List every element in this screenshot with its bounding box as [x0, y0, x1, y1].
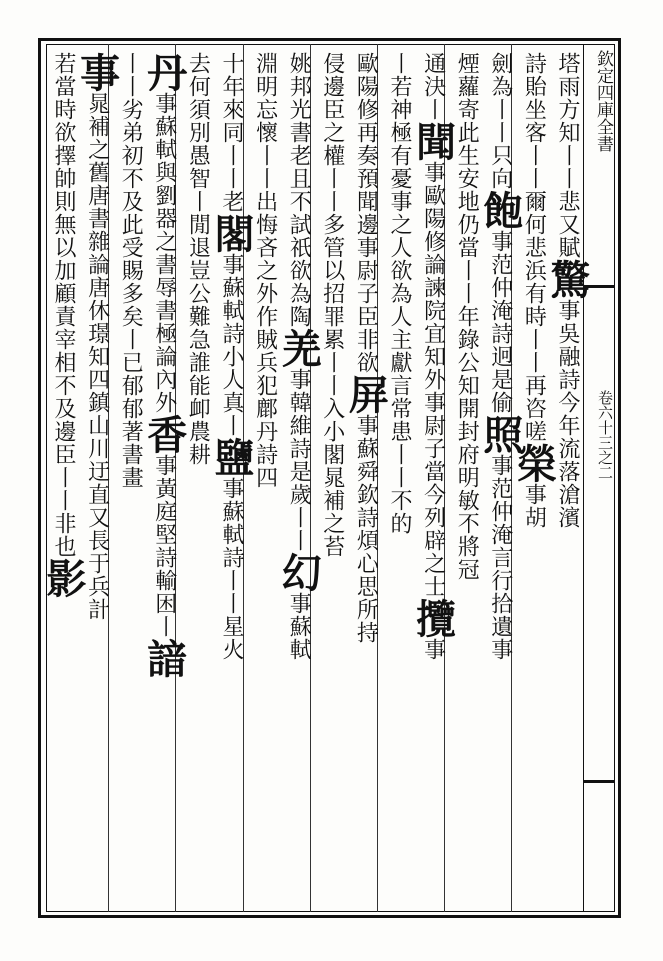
text-column — [510, 52, 558, 902]
column-text: 吳融詩今年流落滄濱 — [555, 322, 580, 529]
column-text: 事 — [286, 592, 312, 615]
entry-heading: 攬 — [409, 598, 457, 638]
entry-heading: 事 — [73, 52, 121, 92]
column-text: 極有憂事之人欲為人主獻言常患丨丨不的 — [387, 121, 412, 535]
column-text: 詩四 — [252, 443, 278, 489]
text-column — [208, 52, 255, 902]
entry-heading: 香 — [140, 414, 188, 454]
column-text: 范仲淹言行拾遺事 — [487, 477, 513, 661]
text-column — [409, 52, 457, 902]
text-column — [342, 52, 390, 902]
column-text: 事 — [521, 483, 547, 506]
column-text: 十年來同丨丨老 — [219, 52, 244, 213]
entry-heading: 照 — [476, 414, 524, 454]
column-text: 錄公知開封府明敏 — [454, 328, 480, 512]
entry-heading: 屏 — [342, 374, 390, 414]
column-text: 急誰能卹農耕 — [185, 328, 211, 466]
column-text: 事 — [219, 253, 244, 276]
column-text: 若當時欲擇帥則無以加顧責宰相不及邊臣丨丨非也 — [51, 52, 76, 558]
column-text: 安地仍當丨丨年 — [454, 167, 480, 328]
column-text: 歐陽修再奏預聞邊事尉子臣非欲 — [353, 52, 379, 374]
column-text: 范仲淹詩迥是偷 — [487, 253, 513, 414]
column-text: 歐陽修論諫院宜知外事尉子當今列辟之士 — [420, 184, 446, 598]
column-text: 事 — [487, 454, 513, 477]
column-text: 丨丨劣弟初不及此受賜多矣 — [118, 52, 144, 328]
column-text: 侵邊臣之權丨丨多管以招罪累 — [319, 52, 345, 351]
column-text: 黃庭堅詩輸困丨 — [151, 477, 177, 638]
text-column — [380, 52, 418, 902]
entry-heading: 驚 — [544, 259, 591, 299]
column-text: 丨若神 — [387, 52, 412, 121]
entry-heading: 飽 — [476, 190, 524, 230]
fish-tail-lower — [583, 780, 615, 783]
column-text: 浜有時丨丨再咨嗟 — [521, 259, 547, 443]
column-text: 姚邦光書老且不試祇欲為陶 — [286, 52, 312, 328]
text-column — [275, 52, 323, 902]
entry-heading: 丹 — [140, 52, 188, 92]
text-column — [178, 52, 216, 902]
entry-heading: 幻 — [275, 552, 323, 592]
text-column — [447, 52, 485, 902]
column-text: 煙蘿寄此生 — [454, 52, 480, 167]
column-text: 事 — [555, 299, 580, 322]
column-text: 通決丨 — [420, 52, 446, 121]
entry-heading: 鹽 — [208, 437, 255, 477]
entry-heading: 羌 — [275, 328, 323, 368]
column-text: 蘇軾詩丨丨星火 — [219, 500, 244, 661]
entry-heading: 榮 — [510, 443, 558, 483]
entry-heading: 諳 — [140, 638, 188, 678]
entry-heading: 影 — [40, 558, 87, 598]
entry-heading: 閣 — [208, 213, 255, 253]
column-text: 丨閒退豈公難 — [185, 190, 211, 328]
column-text: 劍為丨丨只向 — [487, 52, 513, 190]
column-text: 胡 — [521, 506, 547, 529]
text-column — [40, 52, 87, 902]
column-text: 詩貽坐客丨丨爾何悲 — [521, 52, 547, 259]
column-text: 不將冠 — [454, 512, 480, 581]
column-text: 事 — [420, 161, 446, 184]
column-text: 蘇軾詩小人真丨 — [219, 276, 244, 437]
column-text: 事 — [151, 454, 177, 477]
column-text: 蘇舜欽詩煩心思所持 — [353, 437, 379, 644]
column-text: 淵明忘懷丨丨出悔吝之外 — [252, 52, 278, 305]
text-column — [73, 52, 121, 902]
text-column — [313, 52, 351, 902]
column-text: 塔雨方知丨丨悲又賦 — [555, 52, 580, 259]
column-text: 丨丨入小閣晁補之苔 — [319, 351, 345, 558]
column-text: 作賊兵犯鄜丹 — [252, 305, 278, 443]
column-text: 事 — [487, 230, 513, 253]
text-column — [140, 52, 188, 902]
column-text: 事 — [420, 638, 446, 661]
column-text: 事 — [353, 414, 379, 437]
column-text: 蘇軾與劉器之書辱書極論內外 — [151, 115, 177, 414]
column-text: 去何須別愚智 — [185, 52, 211, 190]
column-text: 事 — [219, 477, 244, 500]
text-column — [246, 52, 284, 902]
book-title: 欽定四庫全書 — [593, 50, 613, 152]
column-text: 事 — [151, 92, 177, 115]
column-text: 丨已郁郁著書畫 — [118, 328, 144, 489]
juan-number: 卷六十三之二 — [596, 390, 614, 480]
text-column — [111, 52, 149, 902]
text-column — [476, 52, 524, 902]
entry-heading: 聞 — [409, 121, 457, 161]
column-text: 蘇軾 — [286, 615, 312, 661]
column-text: 事 — [286, 368, 312, 391]
column-text: 晁補之舊唐書雜論唐休璟知四鎮山川迂直又長于兵計 — [84, 92, 110, 621]
column-text: 韓維詩是歲丨丨 — [286, 391, 312, 552]
